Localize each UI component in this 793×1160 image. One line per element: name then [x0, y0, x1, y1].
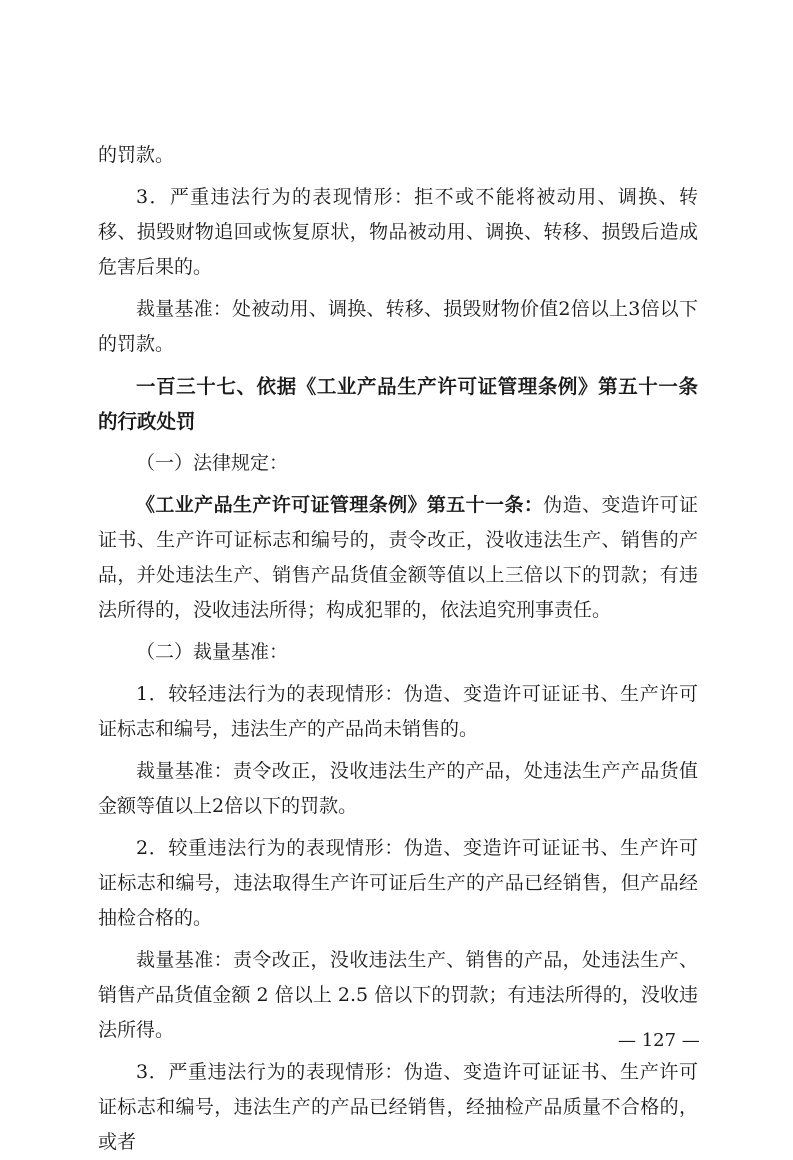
page-number: — 127 — — [618, 1030, 700, 1051]
paragraph: 裁量基准：责令改正，没收违法生产、销售的产品，处违法生产、销售产品货值金额 2 倍以上 2.5 倍以下的罚款；有违法所得的，没收违法所得。 — [98, 949, 698, 1041]
paragraph: 裁量基准：责令改正，没收违法生产的产品，处违法生产产品货值金额等值以上2倍以下的罚款。 — [98, 760, 698, 817]
subsection-title: （一）法律规定： — [136, 452, 289, 474]
legal-provision — [98, 488, 698, 628]
paragraph: 裁量基准：处被动用、调换、转移、损毁财物价值2倍以上3倍以下的罚款。 — [98, 298, 698, 355]
paragraph: 3．严重违法行为的表现情形：拒不或不能将被动用、调换、转移、损毁财物追回或恢复原状，物品被动用、调换、转移、损毁后造成危害后果的。 — [98, 186, 698, 278]
paragraph: 2．较重违法行为的表现情形：伪造、变造许可证证书、生产许可证标志和编号，违法取得生产许可证后生产的产品已经销售，但产品经抽检合格的。 — [98, 837, 698, 929]
provision-text: 伪造、变造许可证证书、生产许可证标志和编号的，责令改正，没收违法生产、销售的产品，并处违法生产、销售产品货值金额等值以上三倍以下的罚款；有违法所得的，没收违法所得；构成犯罪的，依法追究刑事责任。 — [98, 494, 698, 621]
section-heading: 一百三十七、依据《工业产品生产许可证管理条例》第五十一条的行政处罚 — [98, 375, 698, 433]
document-body — [98, 138, 698, 1160]
paragraph: 1．较轻违法行为的表现情形：伪造、变造许可证证书、生产许可证标志和编号，违法生产的产品尚未销售的。 — [98, 683, 698, 740]
paragraph: 3．严重违法行为的表现情形：伪造、变造许可证证书、生产许可证标志和编号，违法生产的产品已经销售，经抽检产品质量不合格的，或者 — [98, 1061, 698, 1153]
subsection-title: （二）裁量基准： — [136, 641, 289, 663]
paragraph: 的罚款。 — [98, 144, 175, 166]
provision-citation: 《工业产品生产许可证管理条例》第五十一条： — [136, 494, 544, 516]
